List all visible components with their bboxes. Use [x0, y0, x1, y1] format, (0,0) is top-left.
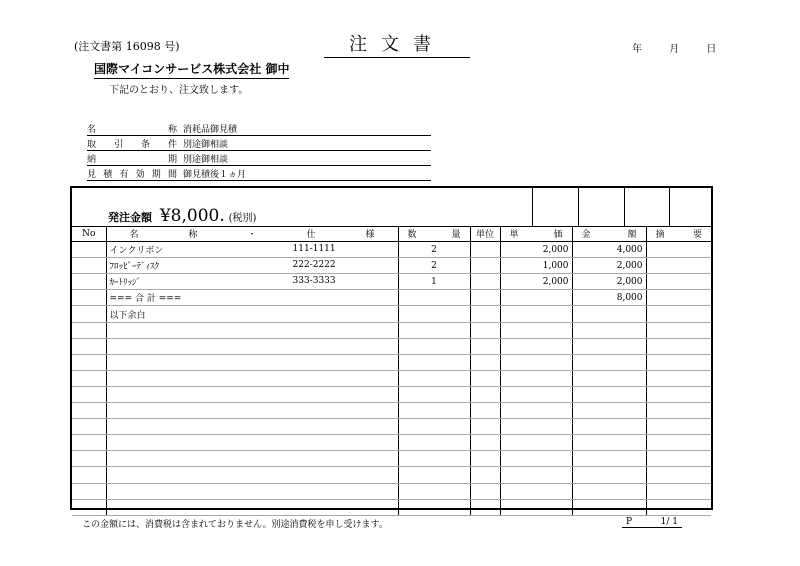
cell-no [72, 242, 106, 258]
cell-note [646, 370, 711, 386]
info-label-char: 件 [167, 140, 177, 150]
cell-name [106, 483, 398, 499]
cell-price [500, 370, 572, 386]
cell-price [500, 306, 572, 322]
info-label-char: 引 [113, 140, 123, 150]
empty-row [72, 370, 711, 386]
cell-no [72, 451, 106, 467]
cell-note [646, 354, 711, 370]
top-divider [669, 188, 670, 226]
empty-row [72, 483, 711, 499]
cell-unit [470, 274, 500, 290]
empty-row [72, 435, 711, 451]
cell-no [72, 483, 106, 499]
col-note [646, 226, 711, 242]
cell-qty [398, 467, 470, 483]
cell-unit [470, 242, 500, 258]
cell-no [72, 274, 106, 290]
cell-note [646, 451, 711, 467]
empty-row [72, 386, 711, 402]
info-row [87, 121, 431, 136]
recipient-company: 国際マイコンサービス株式会社 御中 [94, 60, 289, 79]
col-unit: 単位 [470, 226, 500, 242]
cell-amount [572, 435, 646, 451]
cell-amount [572, 370, 646, 386]
total-label: 発注金額 [108, 211, 152, 224]
table-row [72, 242, 711, 258]
total-area [72, 188, 711, 227]
cell-qty: 2 [398, 242, 470, 258]
cell-price [500, 354, 572, 370]
col-no: No [72, 226, 106, 242]
cell-name [106, 451, 398, 467]
cell-qty [398, 322, 470, 338]
cell-no [72, 403, 106, 419]
item-name: ﾌﾛｯﾋﾟｰﾃﾞｨｽｸ [109, 262, 160, 273]
cell-no [72, 435, 106, 451]
cell-price: 2,000 [500, 242, 572, 258]
cell-amount [572, 483, 646, 499]
order-items-table [72, 226, 711, 516]
cell-qty [398, 483, 470, 499]
cell-no [72, 306, 106, 322]
item-name: 以下余白 [109, 310, 146, 321]
col-name [106, 226, 398, 242]
cell-price [500, 290, 572, 306]
cell-amount [572, 499, 646, 515]
cell-amount [572, 306, 646, 322]
cell-price [500, 338, 572, 354]
item-name: インクリボン [109, 246, 164, 257]
empty-row [72, 451, 711, 467]
cell-price [500, 419, 572, 435]
cell-price: 2,000 [500, 274, 572, 290]
top-divider [624, 188, 625, 226]
cell-unit [470, 290, 500, 306]
empty-row [72, 354, 711, 370]
col-qty [398, 226, 470, 242]
item-name: === 合 計 === [109, 294, 182, 305]
item-name: ｶｰﾄﾘｯｼﾞ [109, 278, 142, 289]
cell-name [106, 322, 398, 338]
info-label [87, 137, 181, 150]
table-row [72, 258, 711, 274]
header-char: 金 [581, 230, 591, 241]
cell-note [646, 499, 711, 515]
info-row [87, 136, 431, 151]
cell-unit [470, 435, 500, 451]
cell-note [646, 306, 711, 322]
cell-no [72, 386, 106, 402]
cell-price [500, 386, 572, 402]
cell-qty [398, 451, 470, 467]
cell-unit [470, 403, 500, 419]
cell-name [106, 467, 398, 483]
cell-no [72, 370, 106, 386]
info-label-char: 積 [103, 170, 113, 180]
cell-name [106, 386, 398, 402]
cell-name [106, 499, 398, 515]
cell-qty [398, 306, 470, 322]
table-header-row [72, 226, 711, 242]
cell-unit [470, 386, 500, 402]
cell-unit [470, 338, 500, 354]
info-label-char: 間 [167, 170, 177, 180]
cell-name [106, 274, 398, 290]
header-char: 価 [553, 230, 563, 241]
header-char: 名 [129, 230, 139, 241]
empty-row [72, 499, 711, 515]
header-char: 摘 [655, 230, 665, 241]
info-label-char: 称 [167, 125, 177, 135]
cell-note [646, 435, 711, 451]
header-char: 単 [509, 230, 519, 241]
date-day: 日 [706, 44, 717, 55]
info-value: 別途御相談 [183, 140, 229, 150]
top-divider [532, 188, 533, 226]
cell-no [72, 419, 106, 435]
info-label-char: 取 [87, 140, 97, 150]
cell-note [646, 386, 711, 402]
info-label-char: 期 [151, 170, 161, 180]
header-char: 要 [692, 230, 702, 241]
cell-name [106, 370, 398, 386]
cell-price [500, 467, 572, 483]
cell-amount: 2,000 [572, 274, 646, 290]
cell-qty [398, 435, 470, 451]
order-table-frame [70, 186, 713, 510]
empty-row [72, 338, 711, 354]
info-label-char: 条 [140, 140, 150, 150]
cell-amount [572, 338, 646, 354]
cell-unit [470, 258, 500, 274]
cell-price: 1,000 [500, 258, 572, 274]
cell-name [106, 306, 398, 322]
cell-amount [572, 386, 646, 402]
col-price [500, 226, 572, 242]
header-char: 額 [627, 230, 637, 241]
cell-amount: 4,000 [572, 242, 646, 258]
cell-amount [572, 419, 646, 435]
cell-price [500, 483, 572, 499]
cell-note [646, 290, 711, 306]
date-month: 月 [669, 44, 680, 55]
page-value: 1/ 1 [660, 517, 678, 527]
cell-qty [398, 338, 470, 354]
cell-no [72, 322, 106, 338]
empty-row [72, 403, 711, 419]
cell-note [646, 322, 711, 338]
cell-unit [470, 483, 500, 499]
empty-row [72, 419, 711, 435]
table-row [72, 274, 711, 290]
cell-qty [398, 403, 470, 419]
info-label [87, 167, 181, 180]
info-value: 別途御相談 [183, 155, 229, 165]
info-label-char: 効 [135, 170, 145, 180]
cell-price [500, 451, 572, 467]
cell-note [646, 242, 711, 258]
info-label-char: 見 [87, 170, 97, 180]
cell-amount: 8,000 [572, 290, 646, 306]
info-row [87, 166, 431, 181]
tax-note: (税別) [228, 213, 257, 224]
cell-no [72, 290, 106, 306]
cell-note [646, 467, 711, 483]
cell-unit [470, 322, 500, 338]
cell-unit [470, 370, 500, 386]
cell-qty: 2 [398, 258, 470, 274]
cell-name [106, 435, 398, 451]
cell-no [72, 258, 106, 274]
cell-price [500, 435, 572, 451]
cell-price [500, 403, 572, 419]
date-year: 年 [632, 44, 642, 55]
header-char: ・ [247, 230, 257, 241]
header-char: 称 [188, 230, 198, 241]
page-label: P [626, 517, 633, 527]
cell-qty [398, 290, 470, 306]
cell-no [72, 338, 106, 354]
cell-no [72, 499, 106, 515]
cell-price [500, 499, 572, 515]
cell-name [106, 354, 398, 370]
cell-amount [572, 322, 646, 338]
date-fields [632, 40, 740, 55]
cell-qty [398, 386, 470, 402]
header-char: 仕 [306, 230, 316, 241]
cell-unit [470, 419, 500, 435]
info-label-char: 期 [167, 155, 177, 165]
document-title: 注文書 [324, 30, 470, 58]
cell-no [72, 467, 106, 483]
header-char: 様 [365, 230, 375, 241]
table-row [72, 306, 711, 322]
cell-note [646, 483, 711, 499]
cell-qty [398, 354, 470, 370]
cell-name [106, 338, 398, 354]
header-char: 量 [451, 230, 461, 241]
cell-note [646, 274, 711, 290]
item-code: 111-1111 [292, 244, 336, 255]
cell-unit [470, 354, 500, 370]
cell-qty [398, 419, 470, 435]
empty-row [72, 467, 711, 483]
cell-qty [398, 499, 470, 515]
info-value: 御見積後１ヵ月 [183, 170, 247, 180]
info-label-char: 納 [87, 155, 97, 165]
total-amount [108, 206, 256, 226]
cell-note [646, 419, 711, 435]
cell-amount [572, 403, 646, 419]
table-row [72, 290, 711, 306]
info-label-char: 有 [119, 170, 129, 180]
cell-note [646, 258, 711, 274]
info-row [87, 151, 431, 166]
cell-unit [470, 306, 500, 322]
cell-name [106, 419, 398, 435]
info-label [87, 122, 181, 135]
cell-name [106, 258, 398, 274]
cell-unit [470, 451, 500, 467]
col-amount [572, 226, 646, 242]
cell-qty [398, 370, 470, 386]
intro-text: 下記のとおり、注文致します。 [109, 85, 249, 96]
cell-price [500, 322, 572, 338]
total-value: ¥8,000. [159, 206, 225, 226]
cell-qty: 1 [398, 274, 470, 290]
cell-note [646, 403, 711, 419]
order-number: (注文書第 16098 号) [74, 40, 180, 53]
cell-unit [470, 467, 500, 483]
item-code: 222-2222 [292, 260, 336, 271]
header-char: 数 [407, 230, 417, 241]
cell-amount [572, 451, 646, 467]
info-label [87, 152, 181, 165]
item-code: 333-3333 [292, 276, 336, 287]
info-block [87, 121, 431, 181]
cell-name [106, 290, 398, 306]
info-value: 消耗品御見積 [183, 125, 238, 135]
info-label-char: 名 [87, 125, 97, 135]
footer-note: この金額には、消費税は含まれておりません。別途消費税を申し受けます。 [82, 520, 388, 530]
cell-unit [470, 499, 500, 515]
cell-name [106, 242, 398, 258]
empty-row [72, 322, 711, 338]
cell-no [72, 354, 106, 370]
cell-name [106, 403, 398, 419]
cell-amount [572, 354, 646, 370]
top-divider [578, 188, 579, 226]
cell-amount [572, 467, 646, 483]
cell-note [646, 338, 711, 354]
page-number [622, 517, 682, 528]
cell-amount: 2,000 [572, 258, 646, 274]
